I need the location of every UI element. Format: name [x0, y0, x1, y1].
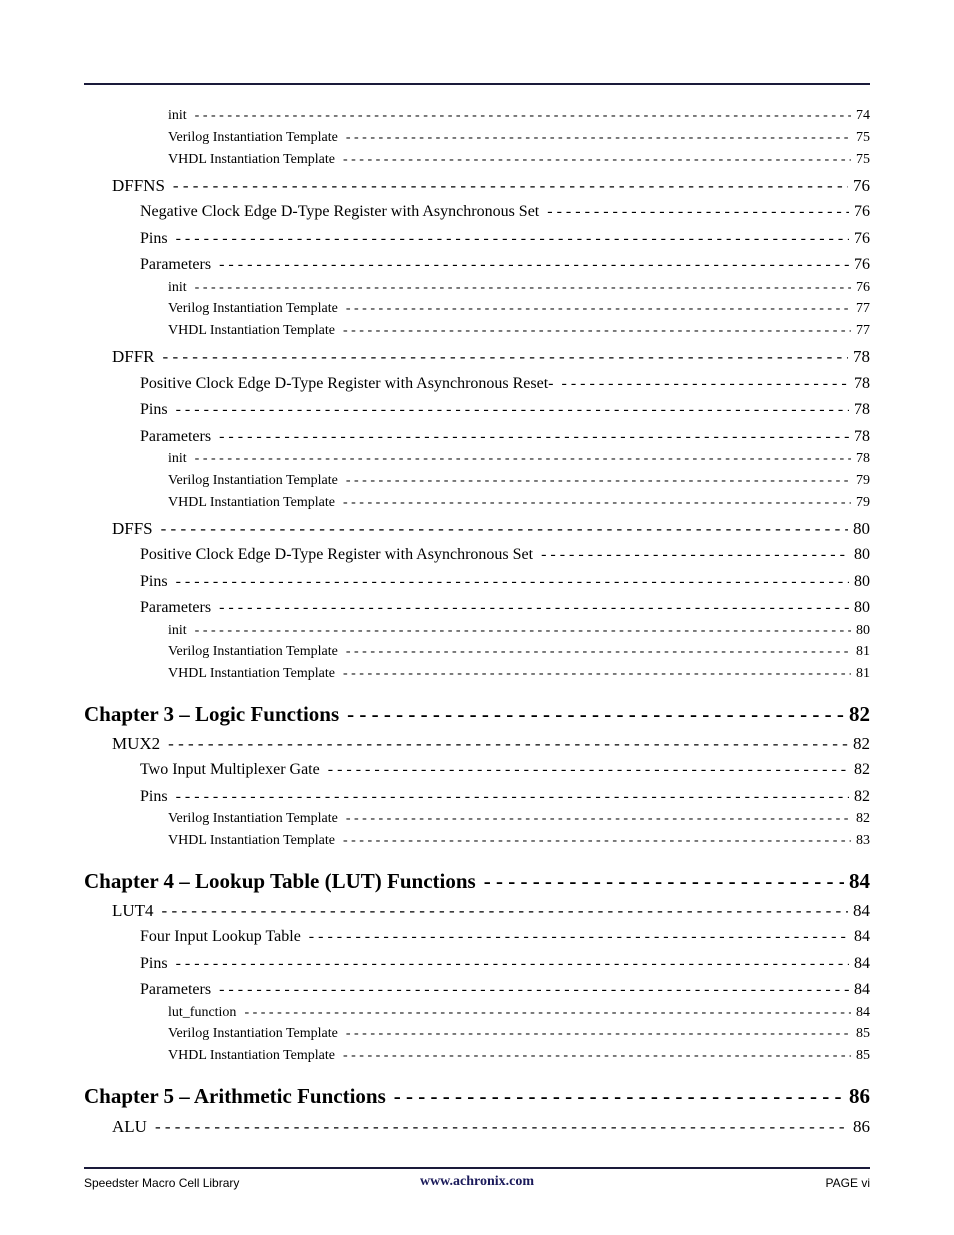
toc-entry[interactable]: Pins - - - 82 [140, 788, 870, 806]
toc-entry[interactable]: LUT4 - - - 84 [112, 901, 870, 921]
footer-document-title: Speedster Macro Cell Library [84, 1176, 240, 1190]
toc-entry[interactable]: Verilog Instantiation Template - - - 75 [168, 130, 870, 146]
toc-entry[interactable]: VHDL Instantiation Template - - - 81 [168, 666, 870, 682]
toc-entry[interactable]: Four Input Lookup Table - - - 84 [140, 928, 870, 946]
footer-website-link[interactable]: www.achronix.com [419, 1174, 535, 1189]
toc-chapter[interactable]: Chapter 4 – Lookup Table (LUT) Functions - - - 84 [84, 869, 870, 894]
toc-entry[interactable]: VHDL Instantiation Template - - - 75 [168, 152, 870, 168]
toc-entry[interactable]: Two Input Multiplexer Gate - - - 82 [140, 761, 870, 779]
toc-entry[interactable]: init - - - 74 [168, 108, 870, 124]
footer-rule [84, 1167, 870, 1169]
toc-entry[interactable]: Parameters - - - 78 [140, 428, 870, 446]
toc-entry[interactable]: Pins - - - 80 [140, 573, 870, 591]
toc-entry[interactable]: Verilog Instantiation Template - - - 77 [168, 301, 870, 317]
toc-entry[interactable]: Parameters - - - 76 [140, 256, 870, 274]
toc-entry[interactable]: Verilog Instantiation Template - - - 81 [168, 644, 870, 660]
toc-entry[interactable]: lut_function - - - 84 [168, 1005, 870, 1021]
toc-entry[interactable]: VHDL Instantiation Template - - - 83 [168, 833, 870, 849]
toc-entry[interactable]: Parameters - - - 80 [140, 599, 870, 617]
toc-entry[interactable]: init - - - 80 [168, 623, 870, 639]
toc-entry[interactable]: Verilog Instantiation Template - - - 82 [168, 811, 870, 827]
toc-entry[interactable]: VHDL Instantiation Template - - - 79 [168, 495, 870, 511]
toc-entry[interactable]: init - - - 76 [168, 280, 870, 296]
toc-entry[interactable]: DFFR - - - 78 [112, 347, 870, 367]
toc-entry[interactable]: Pins - - - 84 [140, 955, 870, 973]
toc-chapter[interactable]: Chapter 3 – Logic Functions - - - 82 [84, 702, 870, 727]
toc-entry[interactable]: Negative Clock Edge D-Type Register with Asynchronous Set - - - 76 [140, 203, 870, 221]
toc-entry[interactable]: Parameters - - - 84 [140, 981, 870, 999]
toc-entry[interactable]: ALU - - - 86 [112, 1117, 870, 1137]
toc-entry[interactable]: Pins - - - 78 [140, 401, 870, 419]
toc-entry[interactable]: Positive Clock Edge D-Type Register with Asynchronous Reset- - - - 78 [140, 375, 870, 393]
toc-entry[interactable]: Positive Clock Edge D-Type Register with Asynchronous Set - - - 80 [140, 546, 870, 564]
toc-entry[interactable]: DFFNS - - - 76 [112, 176, 870, 196]
toc-entry[interactable]: Verilog Instantiation Template - - - 79 [168, 473, 870, 489]
toc-entry[interactable]: DFFS - - - 80 [112, 519, 870, 539]
toc-chapter[interactable]: Chapter 5 – Arithmetic Functions - - - 86 [84, 1084, 870, 1109]
toc-entry[interactable]: Pins - - - 76 [140, 230, 870, 248]
header-rule [84, 83, 870, 85]
toc-entry[interactable]: VHDL Instantiation Template - - - 77 [168, 323, 870, 339]
toc-entry[interactable]: Verilog Instantiation Template - - - 85 [168, 1026, 870, 1042]
footer-page-number: PAGE vi [825, 1176, 870, 1190]
toc-entry[interactable]: MUX2 - - - 82 [112, 734, 870, 754]
toc-entry[interactable]: VHDL Instantiation Template - - - 85 [168, 1048, 870, 1064]
toc-entry[interactable]: init - - - 78 [168, 451, 870, 467]
